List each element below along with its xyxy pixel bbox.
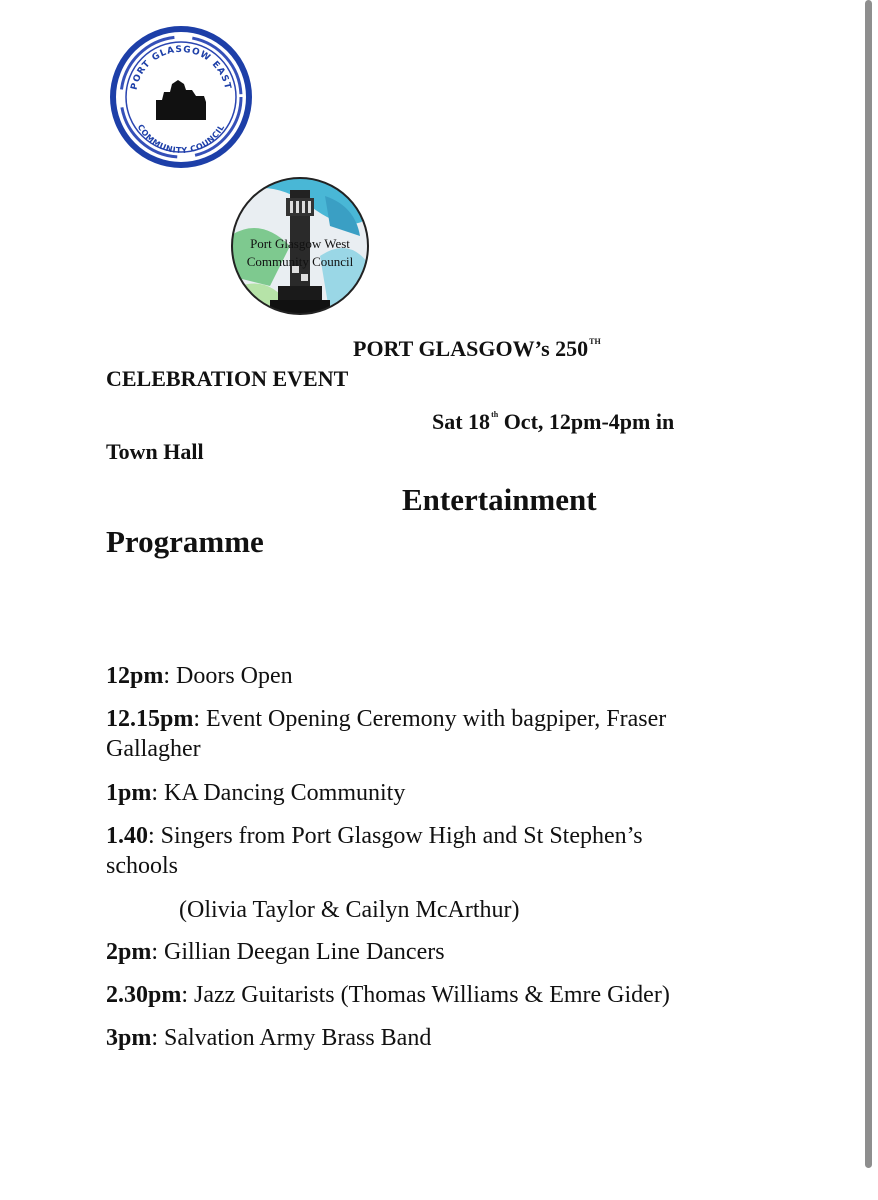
port-glasgow-west-logo <box>230 176 370 316</box>
event-title-main: PORT GLASGOW’s 250 <box>353 336 589 361</box>
schedule-item-note <box>179 895 739 925</box>
schedule-text: : KA Dancing Community <box>151 780 406 806</box>
schedule-item <box>106 778 756 808</box>
schedule-item <box>106 704 736 764</box>
schedule-time: 12.15pm <box>106 706 194 732</box>
schedule-time: 1.40 <box>106 823 148 849</box>
schedule-item <box>106 937 756 967</box>
programme-title-b: Programme <box>106 524 264 559</box>
svg-text:Port Glasgow West: Port Glasgow West <box>250 236 350 251</box>
event-date-ordinal: th <box>491 410 499 419</box>
svg-text:Community Council: Community Council <box>246 254 354 269</box>
svg-text:COMMUNITY COUNCIL: COMMUNITY COUNCIL <box>135 122 227 156</box>
event-title-line2: CELEBRATION EVENT <box>106 366 349 391</box>
schedule-text: : Salvation Army Brass Band <box>151 1025 432 1051</box>
event-title-ordinal: TH <box>589 337 601 346</box>
event-venue: Town Hall <box>106 439 204 464</box>
port-glasgow-east-logo <box>106 24 256 170</box>
schedule-text: : Jazz Guitarists (Thomas Williams & Emre Gider) <box>181 982 670 1008</box>
schedule-text: : Singers from Port Glasgow High and St Stephen’s schools <box>106 823 643 879</box>
schedule-text: : Event Opening Ceremony with bagpiper, Fraser Gallagher <box>106 706 667 762</box>
event-date-prefix: Sat 18 <box>432 409 491 434</box>
schedule-item <box>106 821 716 881</box>
event-date-rest: Oct, 12pm-4pm in <box>498 409 675 434</box>
programme-title-a: Entertainment <box>402 482 597 517</box>
schedule-text: (Olivia Taylor & Cailyn McArthur) <box>179 897 520 923</box>
schedule-time: 1pm <box>106 780 152 806</box>
schedule-item <box>106 1023 756 1053</box>
schedule-time: 2pm <box>106 939 152 965</box>
vertical-scrollbar[interactable] <box>865 0 872 1168</box>
svg-text:PORT GLASGOW EAST: PORT GLASGOW EAST <box>129 44 233 91</box>
event-title <box>353 336 601 362</box>
schedule-text: : Doors Open <box>163 663 293 689</box>
event-date <box>432 409 674 435</box>
schedule-time: 2.30pm <box>106 982 182 1008</box>
schedule-item <box>106 661 756 691</box>
schedule-time: 3pm <box>106 1025 152 1051</box>
schedule-time: 12pm <box>106 663 164 689</box>
schedule-text: : Gillian Deegan Line Dancers <box>151 939 445 965</box>
schedule-item <box>106 980 756 1010</box>
